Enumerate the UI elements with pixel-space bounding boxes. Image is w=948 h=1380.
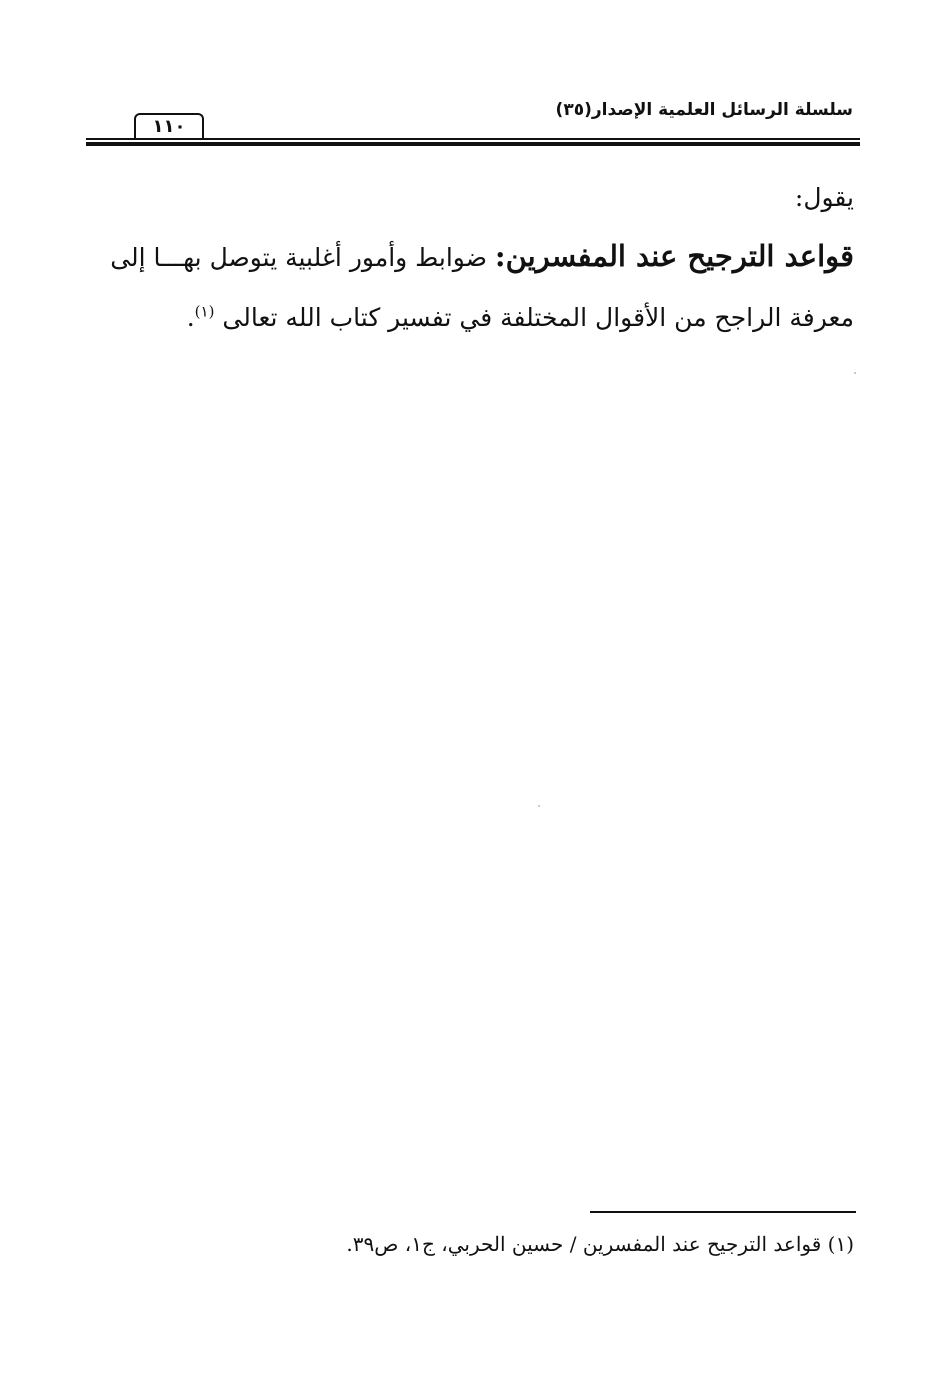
- header-rule-thin: [86, 138, 860, 140]
- series-title: سلسلة الرسائل العلمية الإصدار(٣٥): [555, 100, 853, 120]
- footnote-reference: (١): [194, 302, 215, 321]
- definition-term: قواعد الترجيح عند المفسرين:: [494, 239, 854, 273]
- scan-speck: [538, 805, 540, 807]
- definition-text-line2: معرفة الراجح من الأقوال المختلفة في تفسير كتاب الله تعالى: [222, 303, 854, 332]
- scan-speck: [854, 372, 856, 374]
- definition-text-line1: ضوابط وأمور أغلبية يتوصل بهـــا إلى: [110, 243, 495, 272]
- definition-paragraph: [86, 226, 854, 348]
- footnote-separator: [590, 1211, 856, 1213]
- intro-line: يقول:: [794, 183, 854, 212]
- footnote-text: (١) قواعد الترجيح عند المفسرين / حسين الحربي، ج١، ص٣٩.: [346, 1232, 854, 1256]
- header-rule-thick: [86, 142, 860, 146]
- end-period: .: [186, 303, 195, 332]
- page-number: ١١٠: [134, 113, 204, 139]
